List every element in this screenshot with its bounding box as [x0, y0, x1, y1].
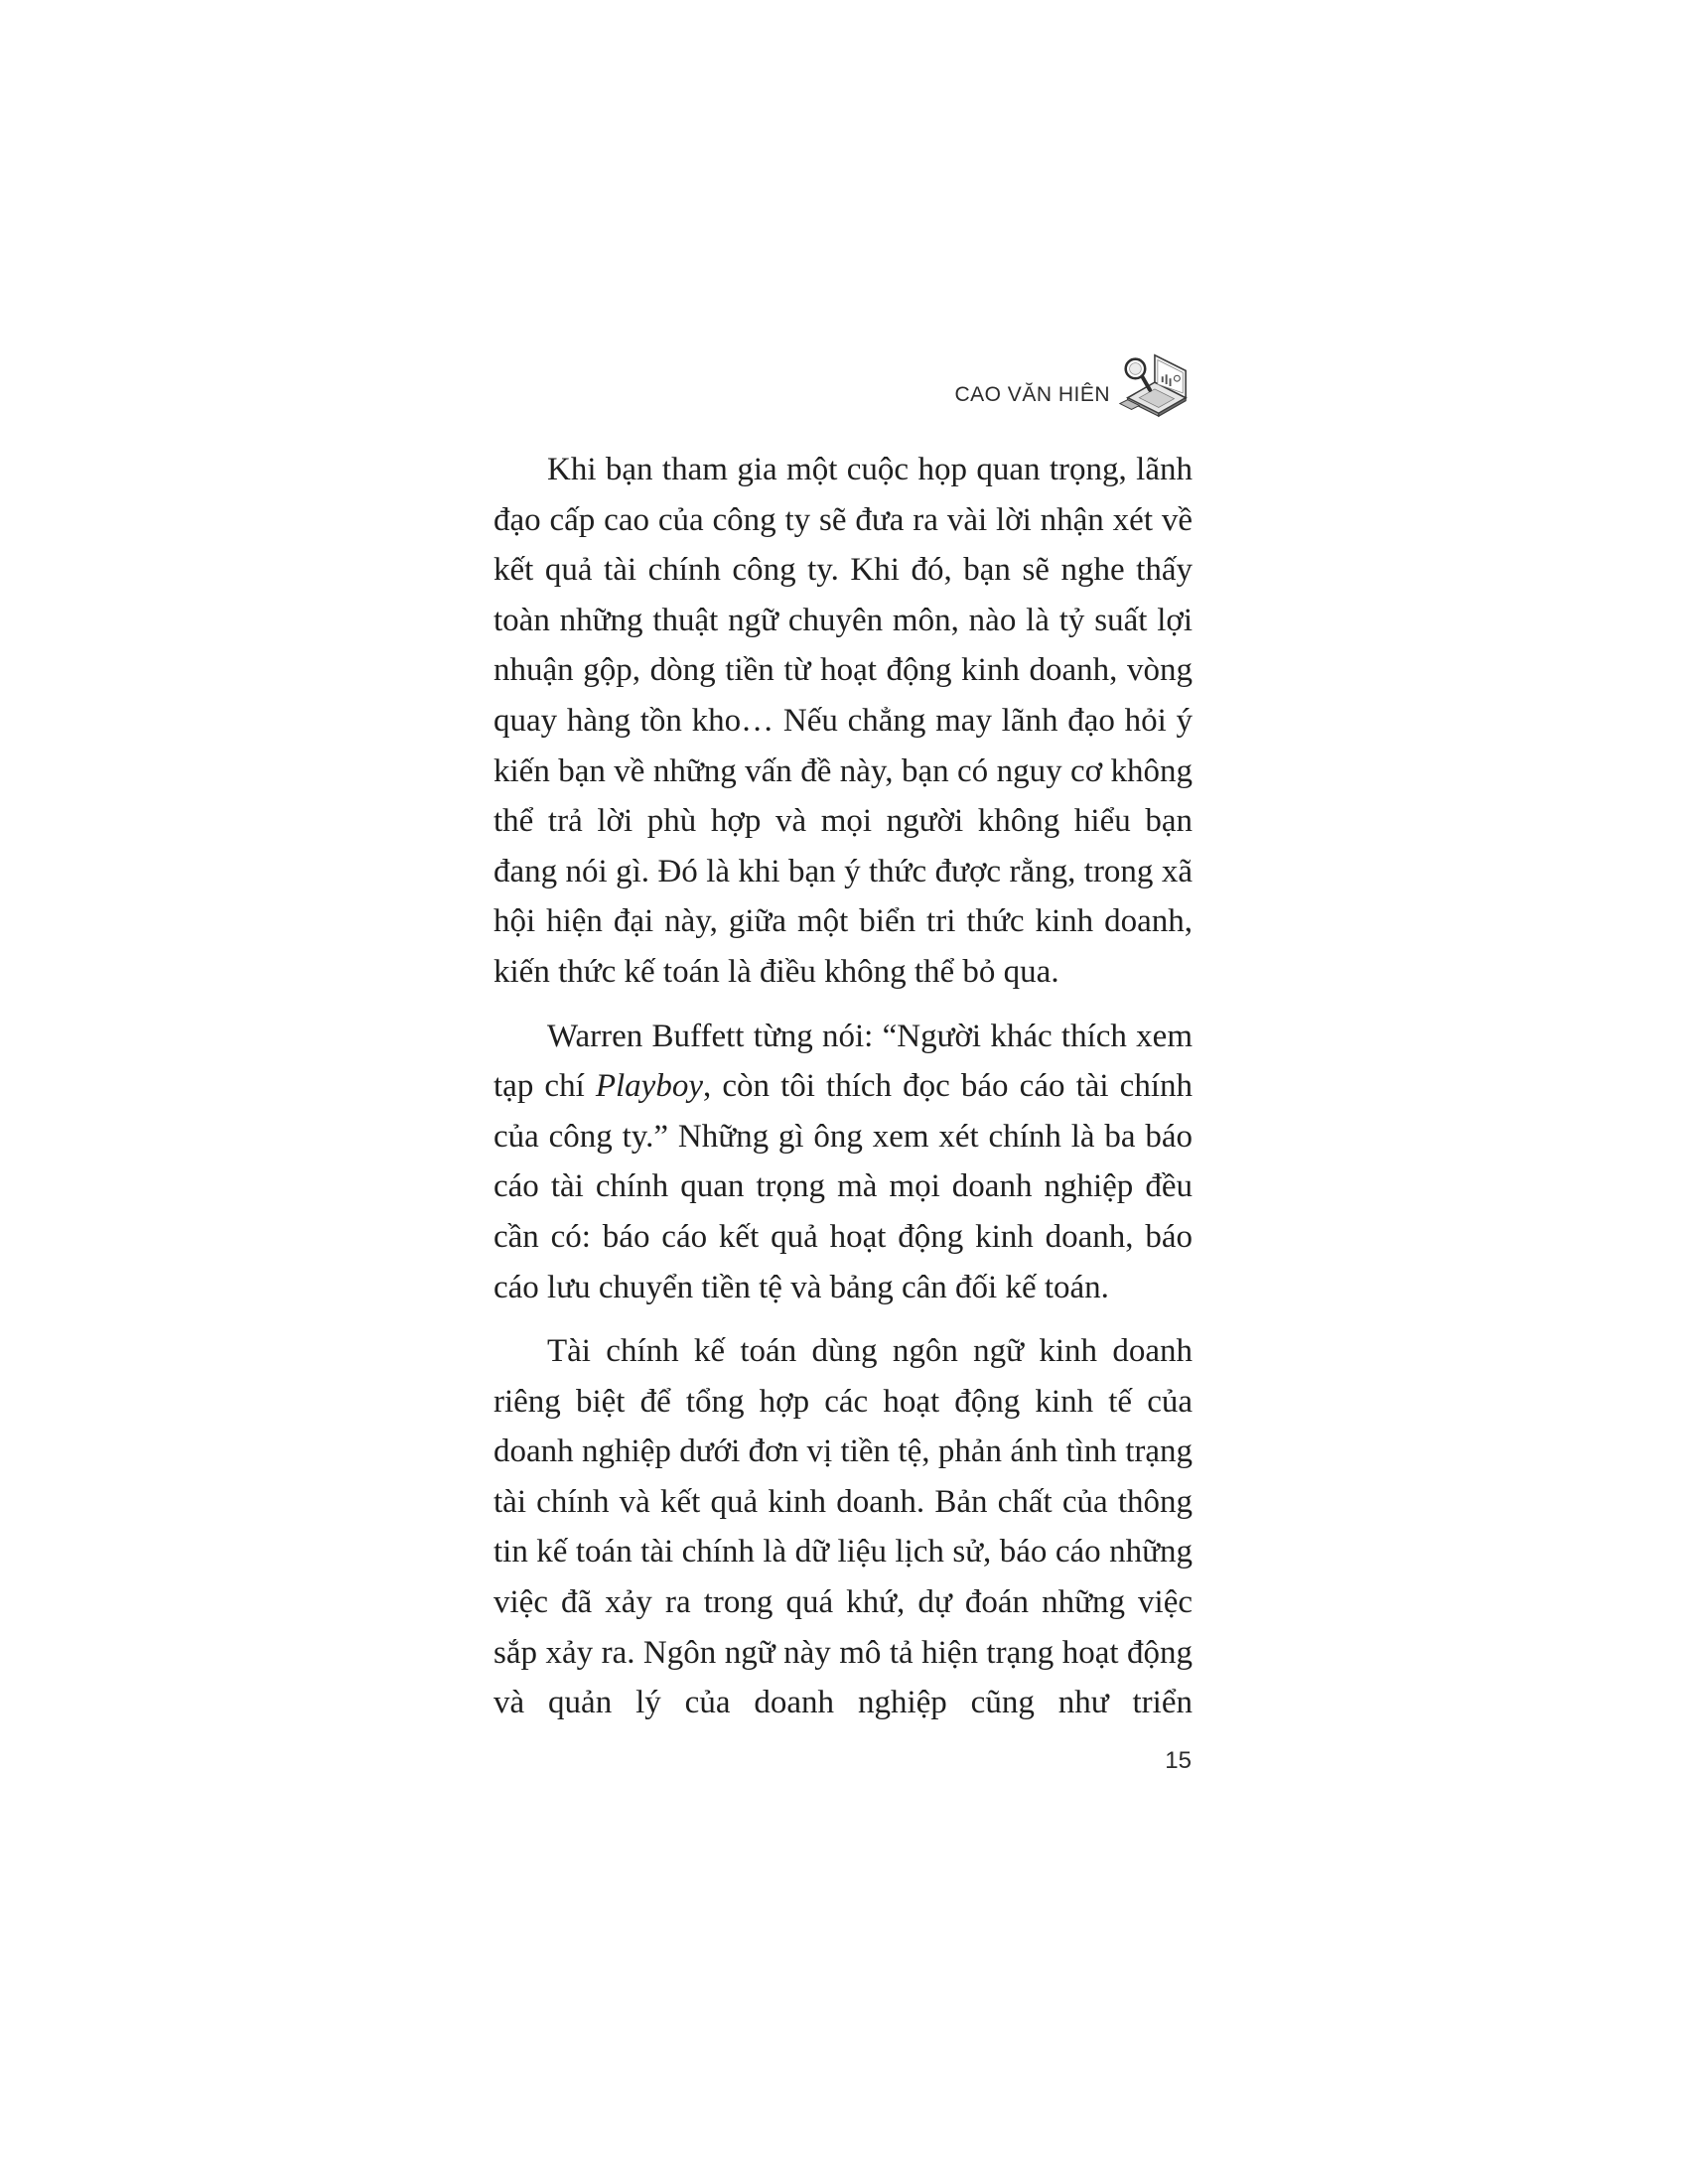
paragraph-2 — [493, 1012, 1193, 1313]
author-name: CAO VĂN HIÊN — [954, 383, 1110, 406]
magazine-title: Playboy — [595, 1068, 703, 1105]
running-head — [933, 367, 1192, 437]
body-text — [493, 445, 1193, 1742]
paragraph-1: Khi bạn tham gia một cuộc họp quan trọng, lãnh đạo cấp cao của công ty sẽ đưa ra vài lời nhận xét về kết quả tài chính công ty. Khi đó, bạn sẽ nghe thấy toàn những thuật ngữ chuyên môn, nào là tỷ suất lợi nhuận gộp, dòng tiền từ hoạt động kinh doanh, vòng quay hàng tồn kho… Nếu chẳng may lãnh đạo hỏi ý kiến bạn về những vấn đề này, bạn có nguy cơ không thể trả lời phù hợp và mọi người không hiểu bạn đang nói gì. Đó là khi bạn ý thức được rằng, trong xã hội hiện đại này, giữa một biển tri thức kinh doanh, kiến thức kế toán là điều không thể bỏ qua. — [493, 452, 1193, 990]
paragraph-2-text-end: , còn tôi thích đọc báo cáo tài chính của công ty.” Những gì ông xem xét chính là ba báo cáo tài chính quan trọng mà mọi doanh nghiệp đều cần có: báo cáo kết quả hoạt động kinh doanh, báo cáo lưu chuyển tiền tệ và bảng cân đối kế toán. — [493, 1068, 1193, 1305]
page-number: 15 — [1165, 1747, 1192, 1774]
laptop-magnifier-icon — [1114, 347, 1192, 425]
paragraph-3: Tài chính kế toán dùng ngôn ngữ kinh doanh riêng biệt để tổng hợp các hoạt động kinh tế của doanh nghiệp dưới đơn vị tiền tệ, phản ánh tình trạng tài chính và kết quả kinh doanh. Bản chất của thông tin kế toán tài chính là dữ liệu lịch sử, báo cáo những việc đã xảy ra trong quá khứ, dự đoán những việc sắp xảy ra. Ngôn ngữ này mô tả hiện trạng hoạt động và quản lý của doanh nghiệp cũng như triển — [493, 1333, 1193, 1721]
paragraph-2-text-start: Warren Buffett từng nói: “Người khác thích xem tạp chí — [493, 1018, 1193, 1105]
